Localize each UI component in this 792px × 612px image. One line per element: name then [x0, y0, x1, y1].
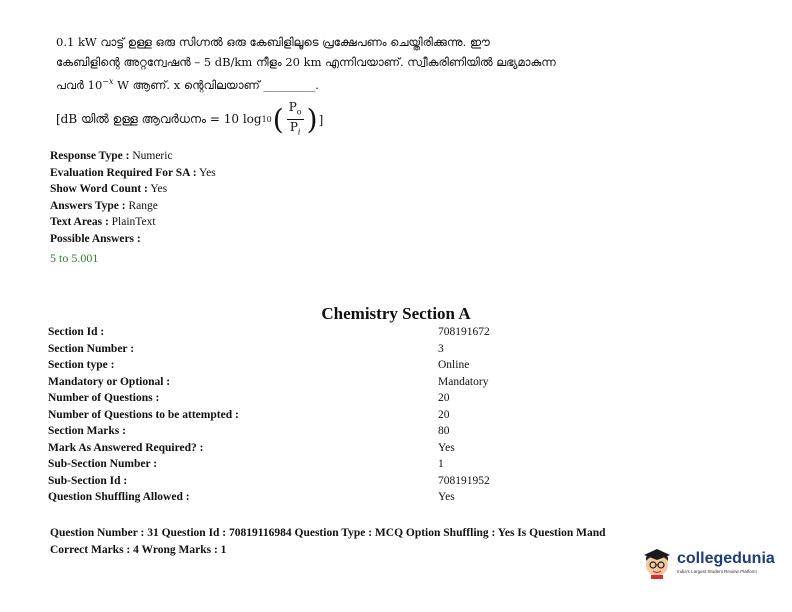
section-row: Sub-Section Number : 1 [48, 458, 444, 470]
meta-row: Answers Type : Range [50, 199, 158, 212]
section-row: Section Marks : 80 [48, 425, 450, 437]
power-fraction [287, 100, 304, 140]
collegedunia-logo [640, 545, 775, 579]
logo-tagline: India's Largest Student Review Platform [677, 568, 757, 574]
formula-prefix: [dB യിൽ ഉള്ള ആവർധനം = 10 log [56, 112, 262, 127]
section-row: Mandatory or Optional : Mandatory [48, 375, 489, 388]
log-base: 10 [261, 115, 272, 125]
question-line-3 [56, 72, 616, 95]
section-row: Number of Questions : 20 [48, 392, 450, 404]
possible-answer: 5 to 5.001 [50, 251, 99, 265]
open-paren: ( [272, 102, 284, 136]
student-mascot-icon [640, 545, 674, 579]
meta-row: Possible Answers : [50, 232, 141, 245]
gain-formula [56, 100, 323, 140]
section-row: Sub-Section Id : 708191952 [48, 474, 490, 487]
question-header: Question Number : 31 Question Id : 70819116984 Question Type : MCQ Option Shuffling : Yes Is Question Mand [50, 527, 606, 539]
logo-name: collegedunia [677, 549, 775, 567]
meta-row: Evaluation Required For SA : Yes [50, 166, 216, 179]
question-meta [50, 150, 216, 266]
marks-line: Correct Marks : 4 Wrong Marks : 1 [50, 544, 227, 556]
section-row: Question Shuffling Allowed : Yes [48, 491, 455, 503]
section-title: Chemistry Section A [321, 304, 471, 323]
meta-row: Show Word Count : Yes [50, 183, 168, 195]
question-line-2: കേബിളിന്റെ അറ്റന്വേഷൻ – 5 dB/km നീളം 20 km എന്നിവയാണ്. സ്വീകരിണിയിൽ ലഭ്യമാകുന്ന [56, 55, 556, 69]
close-paren: ) [306, 102, 318, 136]
fraction-denominator: $P_i$ [289, 120, 301, 137]
section-row: Number of Questions to be attempted : 20 [48, 408, 450, 421]
question-line-3-pre: പവർ 10 [56, 77, 103, 92]
formula-suffix: ] [318, 112, 324, 127]
question-line-3-post: W ആണ്. x ന്റെവിലയാണ് _________. [113, 77, 319, 92]
section-row: Section type : Online [48, 359, 470, 371]
meta-row: Text Areas : PlainText [50, 216, 156, 228]
section-info-table [48, 326, 568, 508]
section-row: Section Number : 3 [48, 342, 444, 355]
section-row: Section Id : 708191672 [48, 326, 490, 338]
meta-row: Response Type : Numeric [50, 150, 173, 162]
question-line-1: 0.1 kW വാട്ട് ഉള്ള ഒരു സിഗ്നൽ ഒരു കേബിളിലൂടെ പ്രക്ഷേപണം ചെയ്തിരിക്കുന്നു. ഈ [56, 35, 490, 49]
fraction-numerator: $P_o$ [287, 100, 304, 120]
section-row: Mark As Answered Required? : Yes [48, 441, 455, 454]
power-exponent: −x [102, 77, 114, 86]
